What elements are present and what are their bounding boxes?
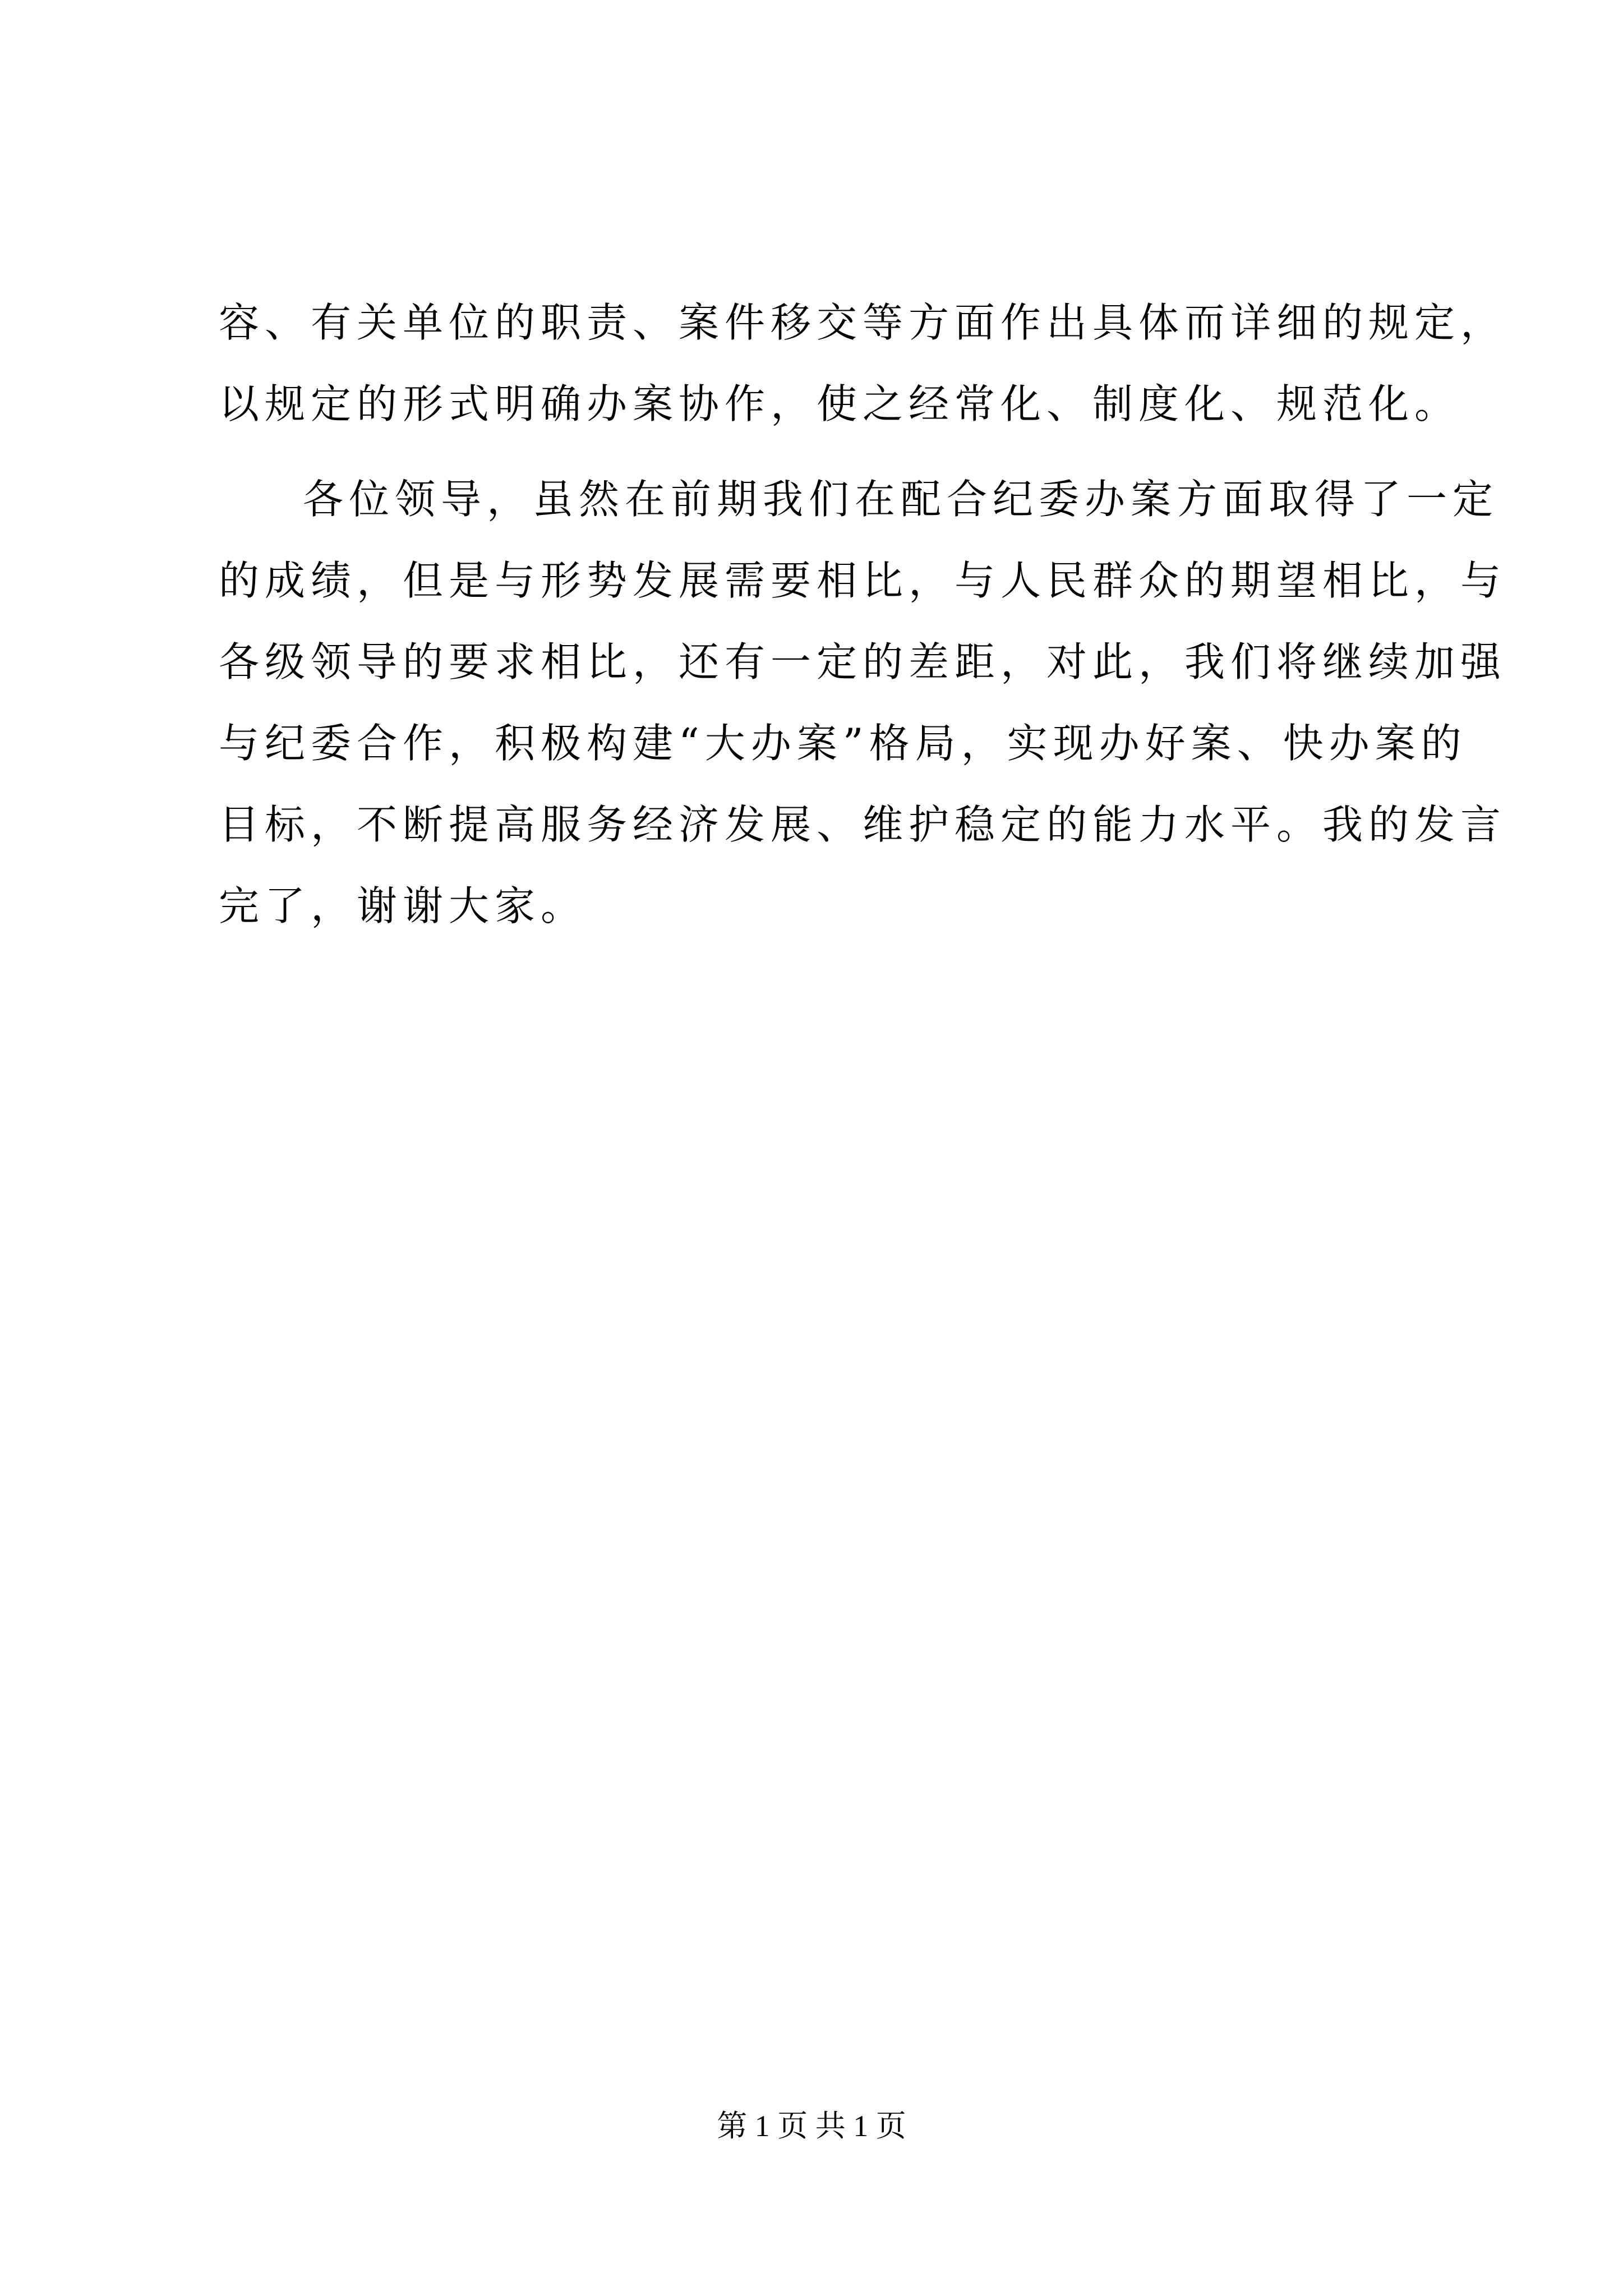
paragraph-2-line-6: 完了，谢谢大家。 [219, 882, 587, 930]
paragraph-2-line-4: 与纪委合作，积极构建“大办案”格局，实现办好案、快办案的 [219, 720, 1467, 767]
paragraph-2-line-3: 各级领导的要求相比，还有一定的差距，对此，我们将继续加强 [219, 638, 1507, 685]
paragraph-1-line-1: 容、有关单位的职责、案件移交等方面作出具体而详细的规定， [219, 299, 1507, 346]
paragraph-2-line-5: 目标，不断提高服务经济发展、维护稳定的能力水平。我的发言 [219, 801, 1507, 848]
paragraph-2-line-2: 的成绩，但是与形势发展需要相比，与人民群众的期望相比，与 [219, 557, 1507, 604]
paragraph-2-line-1: 各位领导，虽然在前期我们在配合纪委办案方面取得了一定 [303, 476, 1499, 523]
page-number-footer: 第 1 页 共 1 页 [717, 2109, 906, 2143]
paragraph-1-line-2: 以规定的形式明确办案协作，使之经常化、制度化、规范化。 [219, 380, 1461, 427]
